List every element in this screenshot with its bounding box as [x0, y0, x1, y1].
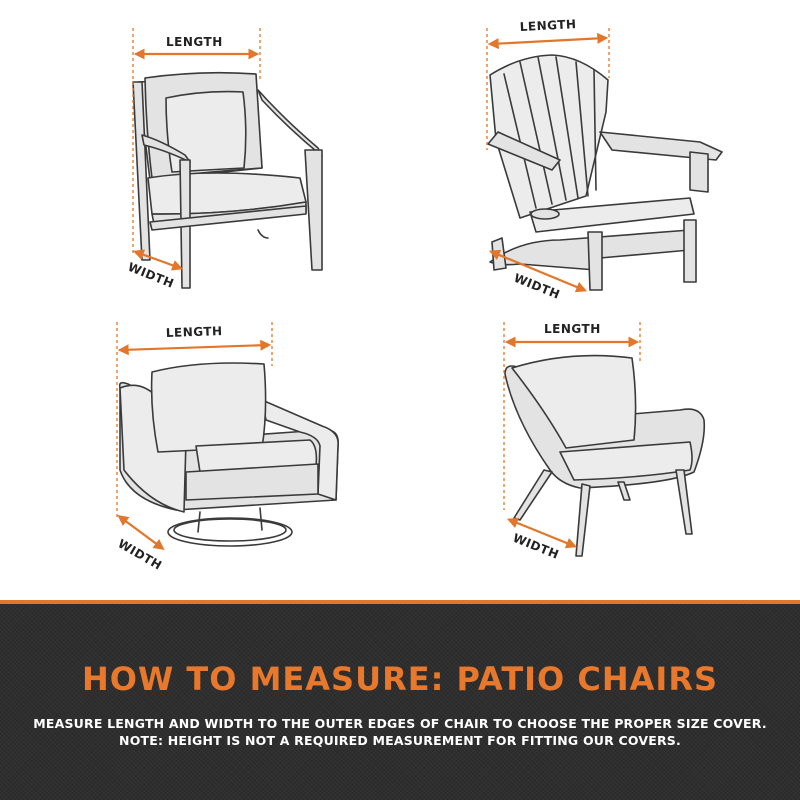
footer-note: NOTE: HEIGHT IS NOT A REQUIRED MEASUREMENT FOR FITTING OUR COVERS.: [119, 733, 681, 748]
chair-2-length-label: LENGTH: [519, 17, 577, 34]
chair-3-length-label: LENGTH: [165, 324, 223, 340]
chair-1-width-label: WIDTH: [125, 259, 176, 291]
chair-3-swivel-chair: [116, 322, 339, 573]
footer-title: HOW TO MEASURE: PATIO CHAIRS: [81, 660, 719, 698]
chair-1-club-chair: [126, 28, 322, 291]
chair-3-width-label: WIDTH: [115, 536, 165, 573]
chair-4-width-label: WIDTH: [510, 530, 561, 562]
chair-2-width-label: WIDTH: [511, 270, 562, 302]
footer-banner: [0, 600, 800, 800]
chair-1-length-label: LENGTH: [166, 35, 223, 49]
footer-instruction: MEASURE LENGTH AND WIDTH TO THE OUTER EDGES OF CHAIR TO CHOOSE THE PROPER SIZE COVER.: [33, 716, 767, 731]
chair-4-length-label: LENGTH: [544, 322, 601, 336]
chair-4-lounge-chair: [504, 322, 704, 562]
chair-2-adirondack-chair: [487, 17, 722, 302]
